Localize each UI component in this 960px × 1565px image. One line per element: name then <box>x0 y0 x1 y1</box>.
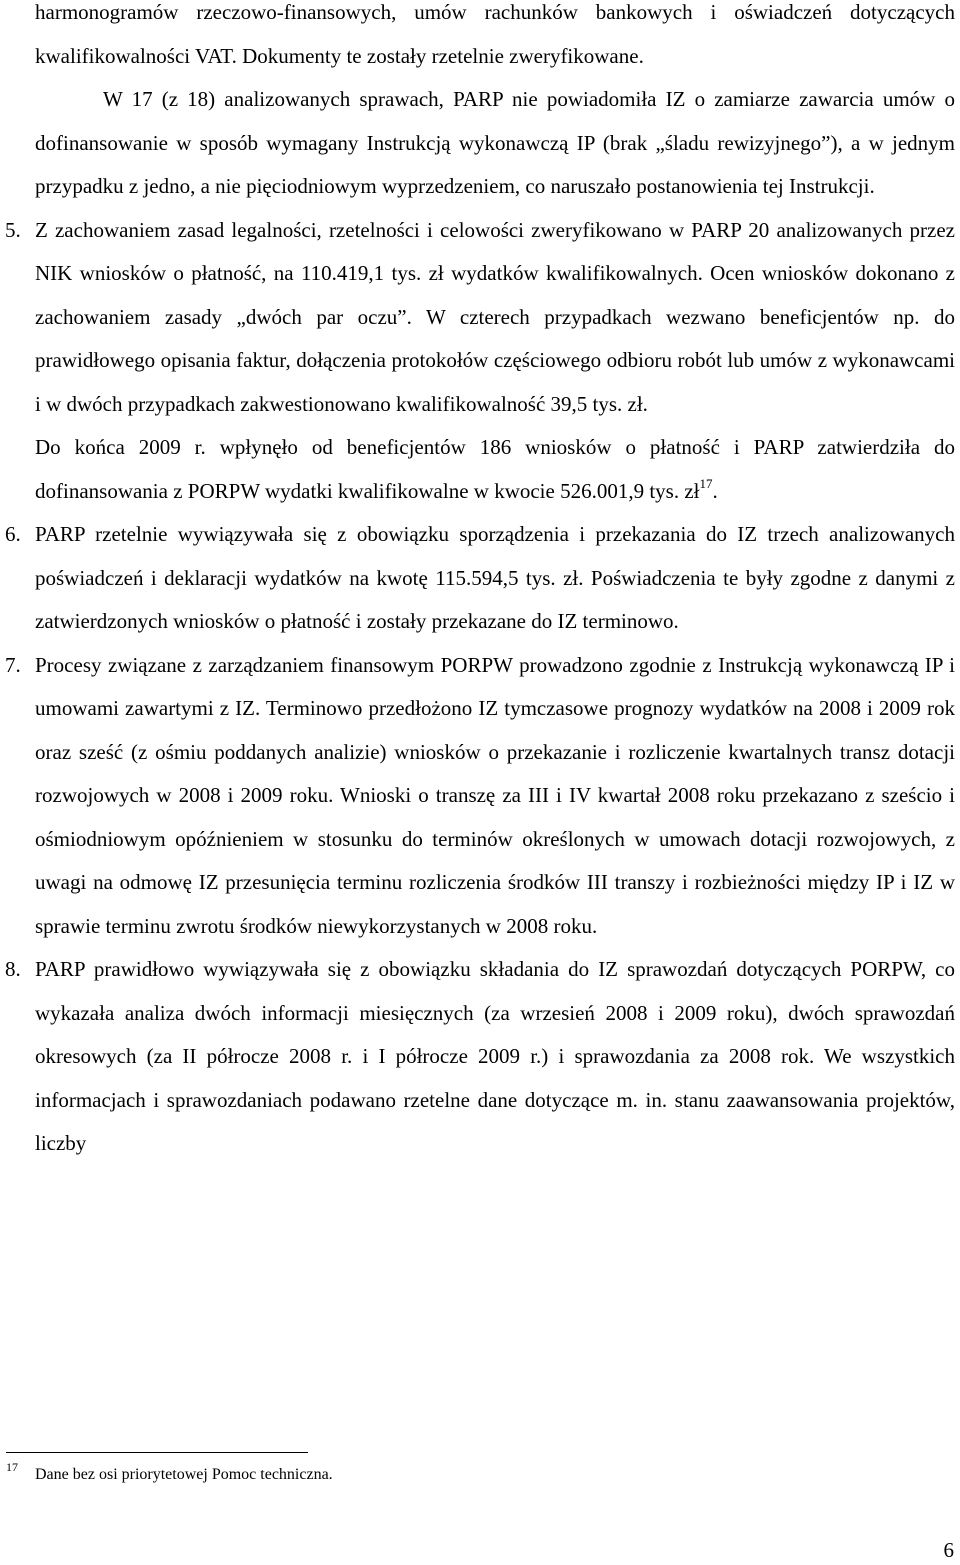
paragraph-w17: W 17 (z 18) analizowanych sprawach, PARP nie powiadomiła IZ o zamiarze zawarcia umów o dofinansowanie w sposób wymagany Instrukcją wykonawczą IP (brak „śladu rewizyjnego”), a w jednym przypadku z jedno, a nie pięciodniowym wyprzedzeniem, co naruszało postanowienia tej Instrukcji. <box>35 87 955 198</box>
item-5-text: Z zachowaniem zasad legalności, rzetelności i celowości zweryfikowano w PARP 20 analizowanych przez NIK wniosków o płatność, na 110.419,1 tys. zł wydatków kwalifikowalnych. Ocen wniosków dokonano z zachowaniem zasady „dwóch par oczu”. W czterech przypadkach wezwano beneficjentów np. do prawidłowego opisania faktur, dołączenia protokołów częściowego odbioru robót lub umów z wykonawcami i w dwóch przypadkach zakwestionowano kwalifikowalność 39,5 tys. zł. <box>35 217 955 416</box>
item-6-number: 6. <box>5 522 21 546</box>
item-5-continuation <box>35 426 955 513</box>
item-5-cont-end: . <box>712 478 718 503</box>
item-8 <box>5 948 955 1166</box>
item-6 <box>5 513 955 644</box>
item-7 <box>5 644 955 949</box>
footnote-number: 17 <box>6 1460 18 1474</box>
footnote-reference: 17 <box>699 475 713 491</box>
item-7-number: 7. <box>5 652 21 677</box>
item-5-cont-text: Do końca 2009 r. wpłynęło od beneficjentów 186 wniosków o płatność i PARP zatwierdziła do dofinansowania z PORPW wydatki kwalifikowalne w kwocie 526.001,9 tys. zł <box>35 435 955 503</box>
intro-paragraph: harmonogramów rzeczowo-finansowych, umów rachunków bankowych i oświadczeń dotyczących kwalifikowalności VAT. Dokumenty te zostały rzetelnie zweryfikowane. <box>35 0 955 68</box>
item-8-text: PARP prawidłowo wywiązywała się z obowiązku składania do IZ sprawozdań dotyczących PORPW, co wykazała analiza dwóch informacji miesięcznych (za wrzesień 2008 i 2009 roku), dwóch sprawozdań okresowych (za II półrocze 2008 r. i I półrocze 2009 r.) i sprawozdania za 2008 rok. We wszystkich informacjach i sprawozdaniach podawano rzetelne dane dotyczące m. in. stanu zaawansowania projektów, liczby <box>35 957 955 1155</box>
footnote-separator <box>6 1452 308 1453</box>
item-8-number: 8. <box>5 957 21 981</box>
item-6-text: PARP rzetelnie wywiązywała się z obowiązku sporządzenia i przekazania do IZ trzech analizowanych poświadczeń i deklaracji wydatków na kwotę 115.594,5 tys. zł. Poświadczenia te były zgodne z danymi z zatwierdzonych wniosków o płatność i zostały przekazane do IZ terminowo. <box>35 522 955 633</box>
item-7-text: Procesy związane z zarządzaniem finansowym PORPW prowadzono zgodnie z Instrukcją wykonawczą IP i umowami zawartymi z IZ. Terminowo przedłożono IZ tymczasowe prognozy wydatków na 2008 i 2009 rok oraz sześć (z ośmiu poddanych analizie) wniosków o przekazanie i rozliczenie kwartalnych transz dotacji rozwojowych w 2008 i 2009 roku. Wnioski o transzę za III i IV kwartał 2008 roku przekazano z sześcio i ośmiodniowym opóźnieniem w stosunku do terminów określonych w umowach dotacji rozwojowych, z uwagi na odmowę IZ przesunięcia terminu rozliczenia środków III transzy i rozbieżności między IP i IZ w sprawie terminu zwrotu środków niewykorzystanych w 2008 roku. <box>35 652 955 938</box>
footnote-text: Dane bez osi priorytetowej Pomoc techniczna. <box>35 1466 333 1483</box>
body-text <box>5 0 955 1166</box>
item-5 <box>5 209 955 427</box>
item-5-number: 5. <box>5 217 21 242</box>
page-number: 6 <box>943 1538 954 1562</box>
